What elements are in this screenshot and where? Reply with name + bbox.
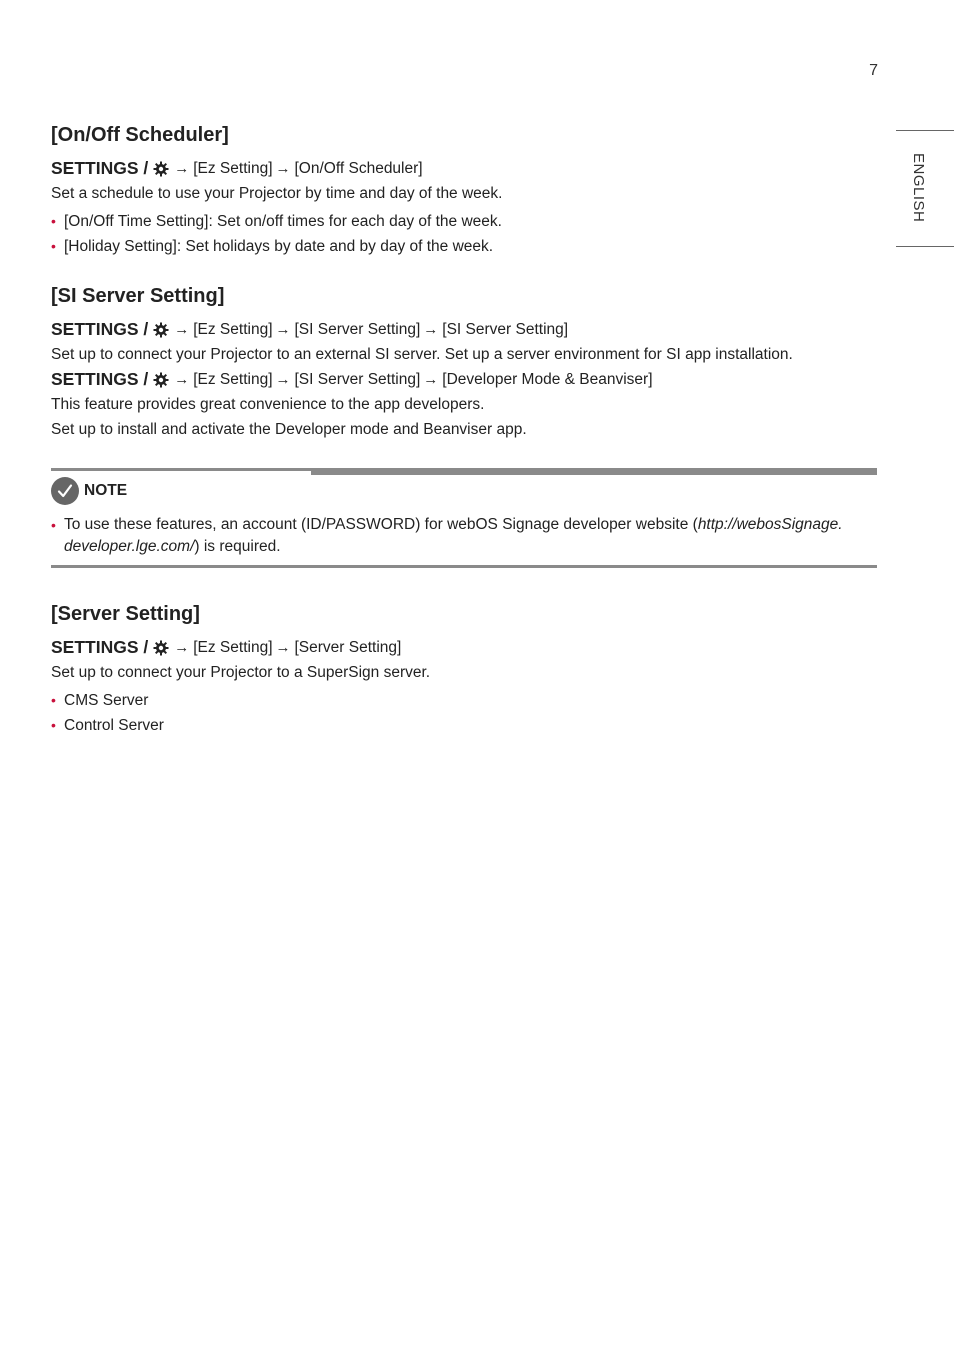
arrow-right-icon: → — [275, 321, 291, 338]
path-step: [SI Server Setting] — [294, 371, 421, 388]
path-step: [Ez Setting] — [193, 371, 273, 388]
gear-icon — [153, 322, 169, 338]
arrow-right-icon: → — [174, 321, 190, 338]
arrow-right-icon: → — [423, 321, 439, 338]
section-description: Set a schedule to use your Projector by time and day of the week. — [51, 185, 503, 202]
settings-path — [51, 635, 881, 660]
path-step: [Ez Setting] — [193, 321, 273, 338]
section-title: [SI Server Setting] — [51, 285, 225, 307]
settings-label: SETTINGS / — [51, 319, 149, 339]
note-label: NOTE — [84, 482, 128, 499]
bullet-icon: • — [51, 692, 56, 708]
developer-link[interactable]: http://webosSignage. — [697, 516, 843, 533]
page-content — [51, 122, 881, 738]
arrow-right-icon: → — [275, 639, 291, 656]
page-number: 7 — [869, 62, 878, 79]
note-text: • To use these features, an account (ID/PASSWORD) for webOS Signage developer website (http://webosSignage. developer.lge.com/) is required. — [51, 516, 843, 555]
section-title: [Server Setting] — [51, 603, 200, 625]
arrow-right-icon: → — [423, 371, 439, 388]
list-item: • [On/Off Time Setting]: Set on/off times for each day of the week. — [51, 209, 881, 234]
path-step: [SI Server Setting] — [442, 321, 569, 338]
path-step: [Ez Setting] — [193, 639, 273, 656]
section-description: Set up to connect your Projector to a SuperSign server. — [51, 664, 431, 681]
path-step: [SI Server Setting] — [294, 321, 421, 338]
arrow-right-icon: → — [174, 371, 190, 388]
bullet-icon: • — [51, 717, 56, 733]
arrow-right-icon: → — [275, 160, 291, 177]
bullet-icon: • — [51, 238, 56, 254]
language-tab-label: ENGLISH — [910, 153, 927, 223]
language-tab — [896, 130, 954, 247]
checkmark-icon — [51, 477, 79, 505]
arrow-right-icon: → — [275, 371, 291, 388]
path-step: [Server Setting] — [294, 639, 402, 656]
section-onoff-scheduler — [51, 122, 881, 259]
section-description: Set up to connect your Projector to an external SI server. Set up a server environment for SI app installation. — [51, 346, 793, 363]
path-step: [Ez Setting] — [193, 160, 273, 177]
bullet-icon: • — [51, 213, 56, 229]
path-step: [Developer Mode & Beanviser] — [442, 371, 653, 388]
settings-path — [51, 367, 881, 392]
settings-path — [51, 156, 881, 181]
settings-label: SETTINGS / — [51, 637, 149, 657]
note-top-rule — [51, 468, 311, 471]
arrow-right-icon: → — [174, 639, 190, 656]
list-item: • [Holiday Setting]: Set holidays by date and by day of the week. — [51, 234, 881, 259]
section-si-server-setting — [51, 283, 881, 442]
section-server-setting — [51, 601, 881, 738]
developer-link[interactable]: developer.lge.com/ — [64, 538, 195, 555]
list-item: • CMS Server — [51, 688, 881, 713]
gear-icon — [153, 161, 169, 177]
section-description: Set up to install and activate the Developer mode and Beanviser app. — [51, 421, 527, 438]
list-item: • Control Server — [51, 713, 881, 738]
path-step: [On/Off Scheduler] — [294, 160, 423, 177]
gear-icon — [153, 640, 169, 656]
note-bottom-rule — [51, 565, 877, 568]
settings-label: SETTINGS / — [51, 369, 149, 389]
bullet-icon: • — [51, 517, 56, 533]
bullet-list — [51, 209, 881, 259]
settings-label: SETTINGS / — [51, 158, 149, 178]
settings-path — [51, 317, 881, 342]
gear-icon — [153, 372, 169, 388]
note-top-bar — [311, 468, 877, 475]
note-box — [51, 468, 877, 568]
bullet-list — [51, 688, 881, 738]
section-title: [On/Off Scheduler] — [51, 124, 229, 146]
section-description: This feature provides great convenience to the app developers. — [51, 396, 485, 413]
arrow-right-icon: → — [174, 160, 190, 177]
note-header — [51, 477, 127, 505]
